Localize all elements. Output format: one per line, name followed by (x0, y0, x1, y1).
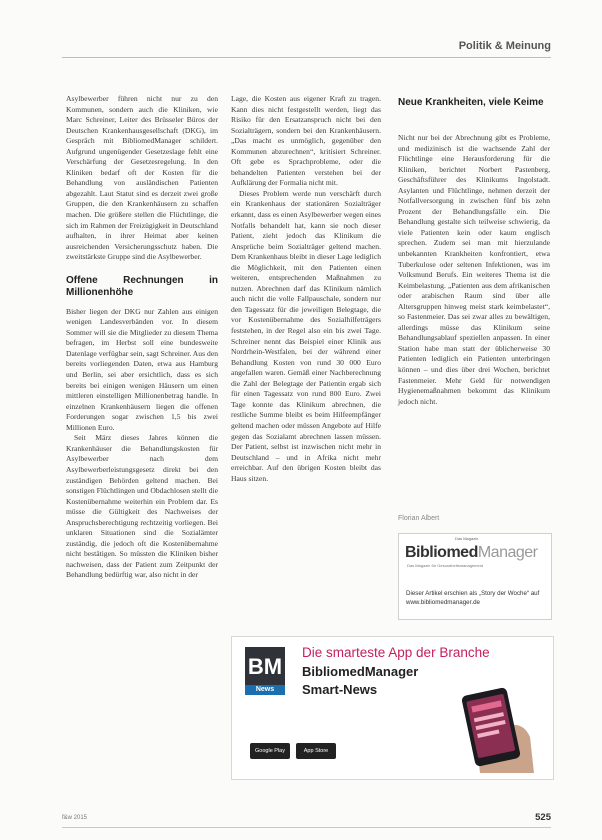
section-label: Politik & Meinung (458, 40, 551, 52)
footer-divider (62, 827, 551, 828)
paragraph: Seit März dieses Jahres können die Krankenhäuser die Behandlungskosten für Asylbewerber nach dem Asylbewerberleistungsgesetz direkt bei den zuständigen Behörden geltend machen. Bei sonstigen Flüchtlingen und Obdachlosen stellt die Kostenübernahme weiterhin ein Problem dar. Es müsse die Gültigkeit des Nachweises der Anspruchsberechtigung rechtzeitig vorliegen. Bei unklaren Situationen sind die Sozialämter zuständig, die jedoch oft die Kostenübernahme nicht bestätigen. So müssten die Kliniken bisher nachweisen, dass der Patient zum Zeitpunkt der Behandlung bedürftig war, also nicht in der (66, 433, 218, 580)
source-note: Dieser Artikel erschien als „Story der Woche“ auf www.bibliomedmanager.de (406, 590, 540, 606)
phone-hand-icon (450, 685, 534, 773)
paragraph: Nicht nur bei der Abrechnung gibt es Probleme, und medizinisch ist die wachsende Zahl der Flüchtlinge eine Herausforderung für die Kliniken, berichtet Norbert Pastenberg, Geschäftsführer des Klinikums Ingolstadt. Asylanten und Flüchtlinge, nehmen derzeit der Notfallversorgung in zwischen fünf bis zehn Prozent der Behandlungsfälle ein. Die Behandlung gestalte sich teilweise schwierig, da viele Patienten kein oder kaum englisch sprechen. Zudem sei man mit hierzulande unbekannten Krankheiten konfrontiert, etwa Tuberkulose oder seltenen Infektionen, was im Volksmund Berufs. Ein weiteres Thema ist die Keimbelastung. „Patienten aus dem afrikanischen oder arabischen Raum sind über alle Altersgruppen hinweg meist stark keimbelastet“, so Fastenmeier. Das sei zwar alles zu bewältigen, allerdings müsse das Klinikum seine Behandlungsablauf speziellen anpassen. In einer Station habe man statt der üblicherweise 30 Patienten lediglich ein Patienten unterbringen können – und dies über drei Wochen, berichtet Fastenmeier. Mehr Geld für notwendigen Hygienemaßnahmen bekommt das Klinikum jedoch nicht. (398, 133, 550, 406)
app-store-button[interactable]: App Store (296, 743, 336, 759)
bibliomed-logo: BibliomedManager (405, 544, 538, 561)
subheading: Offene Rechnungen in Millionenhöhe (66, 274, 218, 298)
ad-subtitle: Smart-News (302, 682, 378, 697)
paragraph: Asylbewerber führen nicht nur zu den Kommunen, sondern auch die Kliniken, wie Marc Schreiner, Leiter des Brüsseler Büros der Deutschen Krankenhausgesellschaft (DKG), im Gespräch mit BibliomedManager schildert. Aufgrund ungenügender Gesetzeslage fehlt eine Verschärfung der Gesetzesregelung. In den Kliniken bedarf oft der Kosten für die Behandlung von ausländischen Patienten abgezahlt. Laut Statut sind es derzeit zwei große Gruppen, die den Krankenhäusern zu schaffen machen. Die größere stellen die Flüchtlinge, die sich im Rahmen der Freizügigkeit in Deutschland aufhalten, in ihrer Heimat aber keinen ausreichenden Versicherungsschutz haben. Die zweitstärkste Gruppe sind die Asylbewerber. (66, 94, 218, 262)
paragraph: Bisher liegen der DKG nur Zahlen aus einigen wenigen Landesverbänden vor. In diesem Sommer will sie die Mitglieder zu diesem Thema befragen, im Herbst soll eine bundesweite Datenlage verfügbar sein, sagt Schreiner. Aus den bereits vorliegenden Daten, etwa aus Hamburg und Berlin, sei aber ersichtlich, dass es sich bereits bei einigen wenigen Häusern um einen mittleren einstelligen Millionenbetrag handle. In einzelnen Krankenhäusern liegen die offenen Forderungen sogar zwischen 1,5 bis zwei Millionen Euro. (66, 306, 218, 432)
bm-news-logo: BM News (245, 647, 285, 695)
paragraph: Dieses Problem werde nun verschärft durch ein Krankenhaus der stationären Sozialträger erkannt, dass es einen Asylbewerber wegen eines Notfalls behandelt hat, kann sie noch dieser Patient, zieht jedoch das Klinikum die Ansprüche beim Sozialträger geltend machen. Dem Krankenhaus bleibt in dieser Lage lediglich die Möglichkeit, mit den Patienten einen weiteren, entsprechenden Maßnahmen zu nutzen. Abrechnen darf das Klinikum nämlich auch nicht die volle Fallpauschale, sondern nur den Tagessatz für die jeweiligen Belegtage, die vor Kostenübernahme des Sozialhilfeträgers feststehen, in der Regel also ein bis zwei Tage. Schreiner nennt das Beispiel einer Klinik aus Nordrhein-Westfalen, bei der während einer Behandlung Kosten von rund 30 000 Euro angefallen waren. Gemäß einer Nachberechnung die Zahl der Belegtage der Patientin ergab sich für einen Tagessatz von rund 800 Euro. Zwei Tage konnte das Klinikum abrechnen, die restliche Summe bleibt es beim Hilfeempfänger geltend machen oder müssen Angebote auf Hilfe gegen das Sozialamt abrechnen lassen müssen. Der Patient, selbst ist inzwischen nicht mehr in Deutschland – und in Afrika nicht mehr erreichbar. Auf den übrigen Kosten bleibt das Haus sitzen. (231, 188, 381, 483)
column-3 (398, 133, 550, 407)
source-box (398, 533, 552, 620)
ad-headline: Die smarteste App der Branche (302, 645, 490, 660)
ad-subtitle: BibliomedManager (302, 664, 419, 679)
paragraph: Lage, die Kosten aus eigener Kraft zu tragen. Kann dies nicht festgestellt werden, liegt das Risiko für den Ersatzanspruch nicht bei den Sozialträgern, sondern bei den Krankenhäusern. „Das macht es unmöglich, gegenüber den Kommunen abzurechnen“, kritisiert Schreiner. Oft gebe es Sprachprobleme, oder die behandelten Patienten verstehen bei der Aufklärung der Formalia nicht mit. (231, 94, 381, 188)
logo-tagline: Das Magazin (455, 536, 479, 541)
column-3-heading: Neue Krankheiten, viele Keime (398, 97, 544, 108)
app-advertisement[interactable] (231, 636, 554, 780)
logo-subtitle: Das Magazin für Gesundheitsmanagement (407, 563, 484, 568)
footer-issue: f&w 2015 (62, 815, 88, 821)
google-play-button[interactable]: Google Play (250, 743, 290, 759)
column-2 (231, 94, 381, 484)
page-number: 525 (535, 812, 551, 823)
logo-band: News (245, 685, 285, 695)
column-1 (66, 94, 218, 581)
header-divider (62, 57, 551, 58)
author-name: Florian Albert (398, 515, 440, 522)
